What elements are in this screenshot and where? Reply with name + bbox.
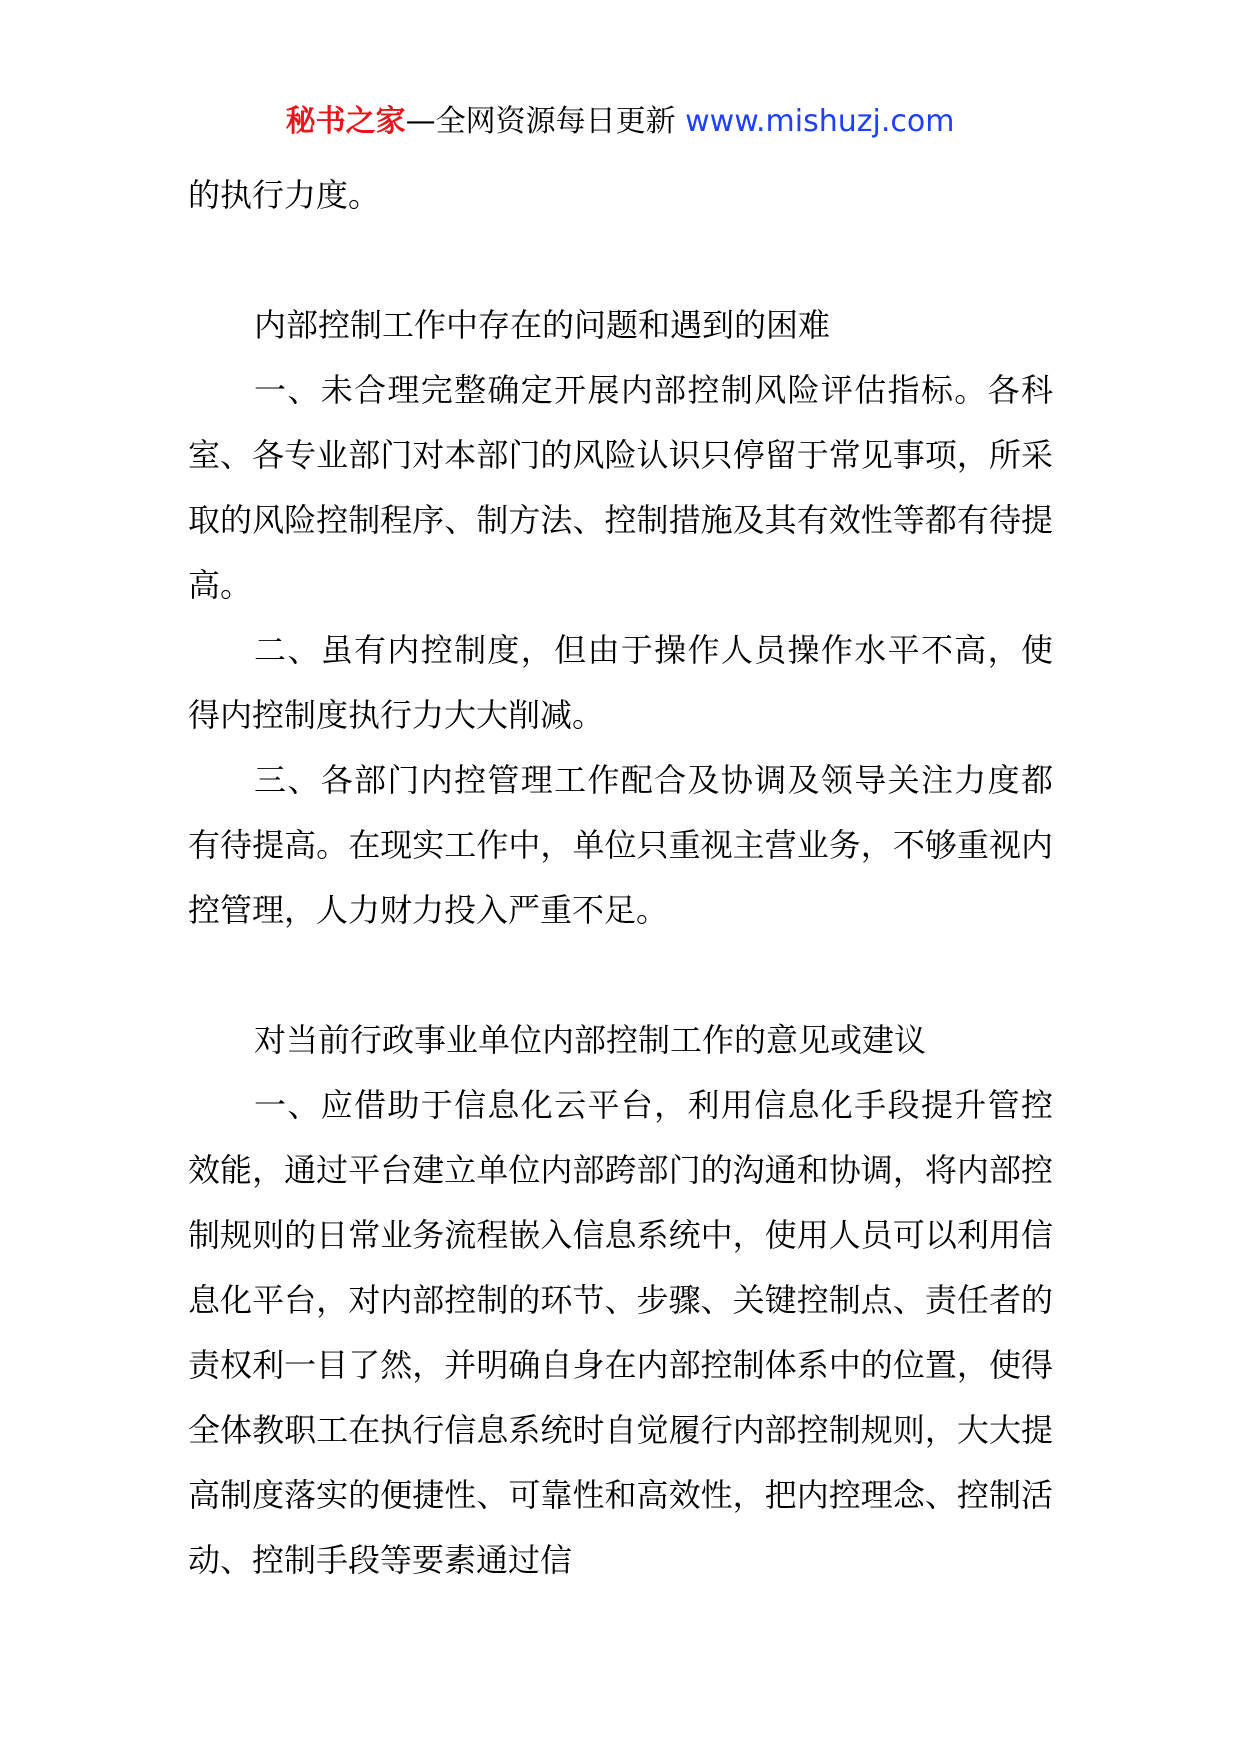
document-body	[188, 163, 1053, 1593]
problem-item-1: 一、未合理完整确定开展内部控制风险评估指标。各科室、各专业部门对本部门的风险认识只停留于常见事项，所采取的风险控制程序、制方法、控制措施及其有效性等都有待提高。	[188, 371, 1053, 604]
continuation-paragraph: 的执行力度。	[188, 176, 381, 214]
site-header	[0, 100, 1240, 144]
section-gap	[188, 943, 1053, 1008]
section-heading-problems: 内部控制工作中存在的问题和遇到的困难	[254, 306, 831, 344]
site-brand: 秘书之家	[285, 104, 406, 139]
suggestion-item-1: 一、应借助于信息化云平台，利用信息化手段提升管控效能，通过平台建立单位内部跨部门的沟通和协调，将内部控制规则的日常业务流程嵌入信息系统中，使用人员可以利用信息化平台，对内部控制的环节、步骤、关键控制点、责任者的责权利一目了然，并明确自身在内部控制体系中的位置，使得全体教职工在执行信息系统时自觉履行内部控制规则，大大提高制度落实的便捷性、可靠性和高效性，把内控理念、控制活动、控制手段等要素通过信	[188, 1086, 1053, 1579]
site-url: www.mishuzj.com	[685, 104, 955, 139]
section-gap	[188, 228, 1053, 293]
problem-item-2: 二、虽有内控制度，但由于操作人员操作水平不高，使得内控制度执行力大大削减。	[188, 631, 1053, 734]
section-heading-suggestions: 对当前行政事业单位内部控制工作的意见或建议	[254, 1021, 927, 1059]
site-tagline: —全网资源每日更新	[405, 104, 686, 139]
problem-item-3: 三、各部门内控管理工作配合及协调及领导关注力度都有待提高。在现实工作中，单位只重视主营业务，不够重视内控管理，人力财力投入严重不足。	[188, 761, 1053, 929]
